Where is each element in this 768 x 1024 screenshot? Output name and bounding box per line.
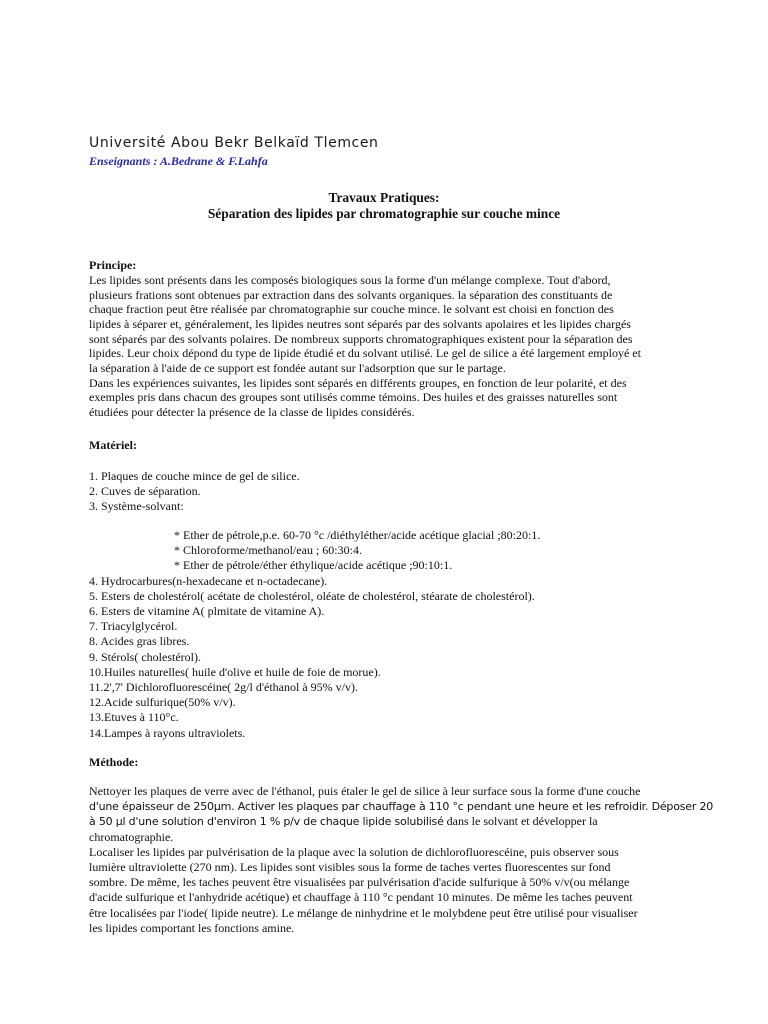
- solvent-systems-list: [89, 528, 540, 741]
- solvent-item: * Ether de pétrole/éther éthylique/acide acétique ;90:10:1.: [174, 558, 453, 573]
- principe-line: lipides à séparer et, généralement, les lipides neutres sont séparés par des solvants apolaires et les lipides chargés: [89, 316, 631, 331]
- principe-line: Les lipides sont présents dans les composés biologiques sous la forme d'un mélange complexe. Tout d'abord,: [89, 273, 611, 287]
- methode-line: Localiser les lipides par pulvérisation de la plaque avec la solution de dichlorofluorescéine, puis observer sous: [89, 844, 619, 859]
- university-name: Université Abou Bekr Belkaïd Tlemcen: [89, 135, 379, 151]
- list-item: 10.Huiles naturelles( huile d'olive et huile de foie de morue).: [89, 664, 381, 679]
- methode-line-part: dans le solvant et développer la: [443, 814, 598, 829]
- methode-line: lumière ultraviolette (270 nm). Les lipides sont visibles sous la forme de taches vertes fluorescentes sur fond: [89, 860, 611, 875]
- document-title: Travaux Pratiques:: [328, 190, 440, 205]
- principe-line: étudiées pour détecter la présence de la classe de lipides considérés.: [89, 404, 415, 419]
- methode-line: d'une épaisseur de 250μm. Activer les plaques par chauffage à 110 °c pendant une heure et les refroidir. Déposer 20: [89, 800, 714, 814]
- principe-line: plusieurs frations sont obtenues par extraction dans des solvants organiques. la séparation des constituants de: [89, 287, 613, 302]
- methode-heading: Méthode:: [89, 755, 139, 769]
- list-item: 4. Hydrocarbures(n-hexadecane et n-octadecane).: [89, 573, 328, 588]
- solvent-item: * Chloroforme/methanol/eau ; 60:30:4.: [174, 543, 362, 558]
- list-item: 3. Système-solvant:: [89, 499, 184, 514]
- list-item: 7. Triacylglycérol.: [89, 619, 178, 634]
- principe-line: chaque fraction peut être réalisée par chromatographie sur couche mince. le solvant est choisi en fonction des: [89, 302, 614, 317]
- list-item: 1. Plaques de couche mince de gel de silice.: [89, 469, 300, 483]
- materiel-list-a: [89, 469, 300, 515]
- document-subtitle: Séparation des lipides par chromatographie sur couche mince: [207, 206, 561, 221]
- methode-line: les lipides comportant les fonctions amine.: [89, 920, 295, 935]
- principe-line: exemples pris dans chacun des groupes sont utilisés comme témoins. Des huiles et des graisses naturelles sont: [89, 390, 618, 405]
- principe-paragraph: [89, 273, 679, 420]
- methode-line: être localisées par l'iode( lipide neutre). Le mélange de ninhydrine et le molybdene peut être utilisé pour visualiser: [89, 905, 638, 920]
- list-item: 14.Lampes à rayons ultraviolets.: [89, 725, 246, 740]
- methode-line: d'acide sulfurique et l'anhydride acétique) et chauffage à 110 °c pendant 10 minutes. De même les taches peuvent: [89, 890, 633, 905]
- methode-line: sombre. De même, les taches peuvent être visualisées par pulvérisation d'acide sulfurique à 50% v/v(ou mélange: [89, 875, 630, 890]
- list-item: 8. Acides gras libres.: [89, 634, 190, 649]
- principe-line: Dans les expériences suivantes, les lipides sont séparés en différents groupes, en fonction de leur polarité, et des: [89, 375, 627, 390]
- methode-paragraph: [89, 784, 714, 936]
- methode-line: Nettoyer les plaques de verre avec de l'éthanol, puis étaler le gel de silice à leur surface sous la forme d'une couche: [89, 784, 641, 798]
- methode-line: chromatographie.: [89, 829, 174, 844]
- list-item: 6. Esters de vitamine A( plmitate de vitamine A).: [89, 604, 325, 619]
- list-item: 13.Etuves à 110°c.: [89, 710, 179, 725]
- teachers-line: Enseignants : A.Bedrane & F.Lahfa: [89, 154, 268, 168]
- list-item: 9. Stérols( cholestérol).: [89, 649, 201, 664]
- methode-line-part: à 50 μl d'une solution d'environ 1 % p/v de chaque lipide solubilisé: [89, 815, 444, 829]
- list-item: 12.Acide sulfurique(50% v/v).: [89, 695, 236, 710]
- principe-heading: Principe:: [89, 258, 137, 272]
- list-item: 5. Esters de cholestérol( acétate de cholestérol, oléate de cholestérol, stéarate de cholestérol).: [89, 588, 535, 603]
- principe-line: lipides. Leur choix dépond du type de lipide étudié et du solvant utilisé. Le gel de silice a été largement employé et: [89, 346, 641, 361]
- principe-line: sont séparés par des solvants polaires. De nombreux supports chromatographiques existent pour la séparation des: [89, 331, 633, 346]
- materiel-heading: Matériel:: [89, 438, 137, 452]
- solvent-item: * Ether de pétrole,p.e. 60-70 °c /diéthyléther/acide acétique glacial ;80:20:1.: [174, 528, 541, 542]
- list-item: 2. Cuves de séparation.: [89, 484, 201, 499]
- list-item: 11.2',7' Dichlorofluorescéine( 2g/l d'éthanol à 95% v/v).: [89, 680, 358, 695]
- principe-line: la séparation à l'aide de ce support est fondée autant sur l'adsorption que sur le partage.: [89, 360, 506, 375]
